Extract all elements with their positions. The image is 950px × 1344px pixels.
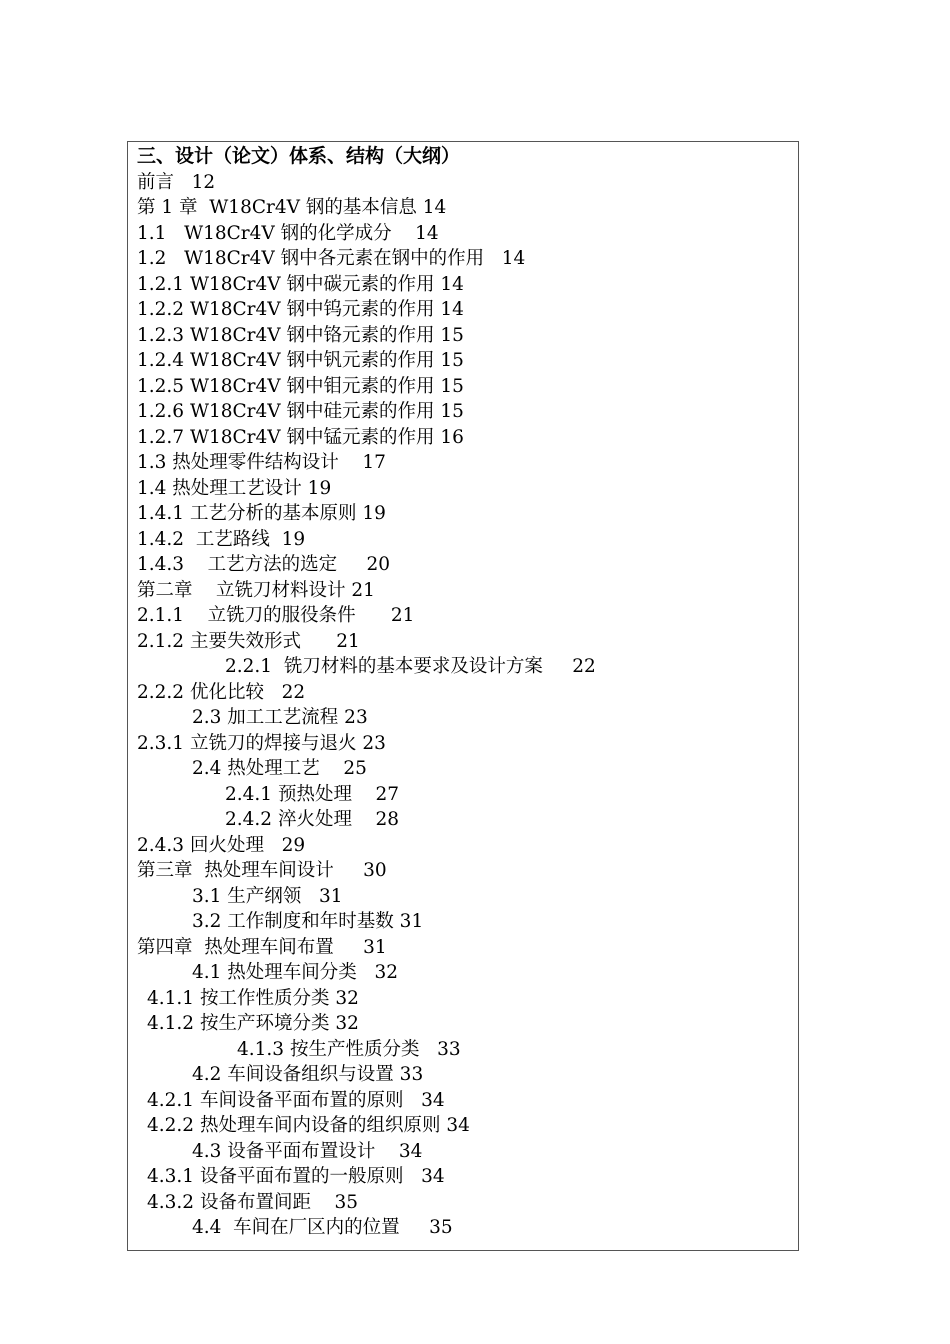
toc-line: 1.2.5 W18Cr4V 钢中钼元素的作用 15: [137, 375, 464, 397]
toc-line: 1.2.7 W18Cr4V 钢中锰元素的作用 16: [137, 426, 464, 448]
toc-line: 前言 12: [137, 171, 216, 193]
toc-line: 4.4 车间在厂区内的位置 35: [192, 1217, 453, 1238]
toc-line: 4.3.2 设备布置间距 35: [147, 1191, 359, 1213]
toc-line: 1.2.1 W18Cr4V 钢中碳元素的作用 14: [137, 273, 464, 295]
toc-line: 1.4.3 工艺方法的选定 20: [137, 554, 391, 575]
toc-line: 1.3 热处理零件结构设计 17: [137, 452, 386, 473]
toc-line: 4.1.3 按生产性质分类 33: [237, 1038, 461, 1060]
toc-line: 2.4.3 回火处理 29: [137, 834, 306, 856]
toc-line: 1.2.3 W18Cr4V 钢中铬元素的作用 15: [137, 324, 464, 346]
toc-line: 2.1.1 立铣刀的服役条件 21: [137, 605, 415, 626]
toc-line: 1.2.2 W18Cr4V 钢中钨元素的作用 14: [137, 299, 464, 320]
toc-line: 4.2.1 车间设备平面布置的原则 34: [147, 1089, 445, 1111]
toc-line: 2.2.1 铣刀材料的基本要求及设计方案 22: [225, 656, 596, 677]
toc-line: 1.1 W18Cr4V 钢的化学成分 14: [137, 222, 439, 244]
toc-line: 1.2.6 W18Cr4V 钢中硅元素的作用 15: [137, 401, 464, 422]
toc-line: 1.4 热处理工艺设计 19: [137, 477, 332, 499]
toc-line: 1.2.4 W18Cr4V 钢中钒元素的作用 15: [137, 350, 464, 371]
toc-line: 1.2 W18Cr4V 钢中各元素在钢中的作用 14: [137, 248, 526, 269]
toc-list: [137, 170, 596, 1241]
toc-line: 第二章 立铣刀材料设计 21: [137, 579, 375, 601]
toc-line: 4.2.2 热处理车间内设备的组织原则 34: [147, 1115, 470, 1136]
toc-line: 第 1 章 W18Cr4V 钢的基本信息 14: [137, 197, 447, 218]
toc-line: 3.1 生产纲领 31: [192, 885, 343, 907]
toc-line: 1.4.1 工艺分析的基本原则 19: [137, 503, 386, 524]
toc-line: 3.2 工作制度和年时基数 31: [192, 911, 424, 932]
outline-box: [127, 141, 799, 1251]
toc-line: 4.1.2 按生产环境分类 32: [147, 1013, 359, 1034]
toc-line: 2.1.2 主要失效形式 21: [137, 630, 360, 652]
toc-line: 1.4.2 工艺路线 19: [137, 528, 306, 550]
toc-line: 4.2 车间设备组织与设置 33: [192, 1064, 424, 1085]
toc-line: 2.3.1 立铣刀的焊接与退火 23: [137, 732, 386, 754]
toc-line: 2.4.1 预热处理 27: [225, 783, 400, 805]
toc-line: 2.2.2 优化比较 22: [137, 681, 306, 703]
toc-line: 4.1.1 按工作性质分类 32: [147, 987, 359, 1009]
toc-line: 2.4.2 淬火处理 28: [225, 809, 400, 830]
toc-line: 第三章 热处理车间设计 30: [137, 860, 387, 881]
toc-line: 2.4 热处理工艺 25: [192, 758, 367, 779]
toc-line: 第四章 热处理车间布置 31: [137, 936, 387, 958]
outline-heading: 三、设计（论文）体系、结构（大纲）: [137, 145, 461, 167]
toc-line: 4.1 热处理车间分类 32: [192, 962, 398, 983]
toc-line: 4.3.1 设备平面布置的一般原则 34: [147, 1166, 445, 1187]
toc-line: 4.3 设备平面布置设计 34: [192, 1140, 423, 1162]
toc-line: 2.3 加工工艺流程 23: [192, 707, 368, 728]
